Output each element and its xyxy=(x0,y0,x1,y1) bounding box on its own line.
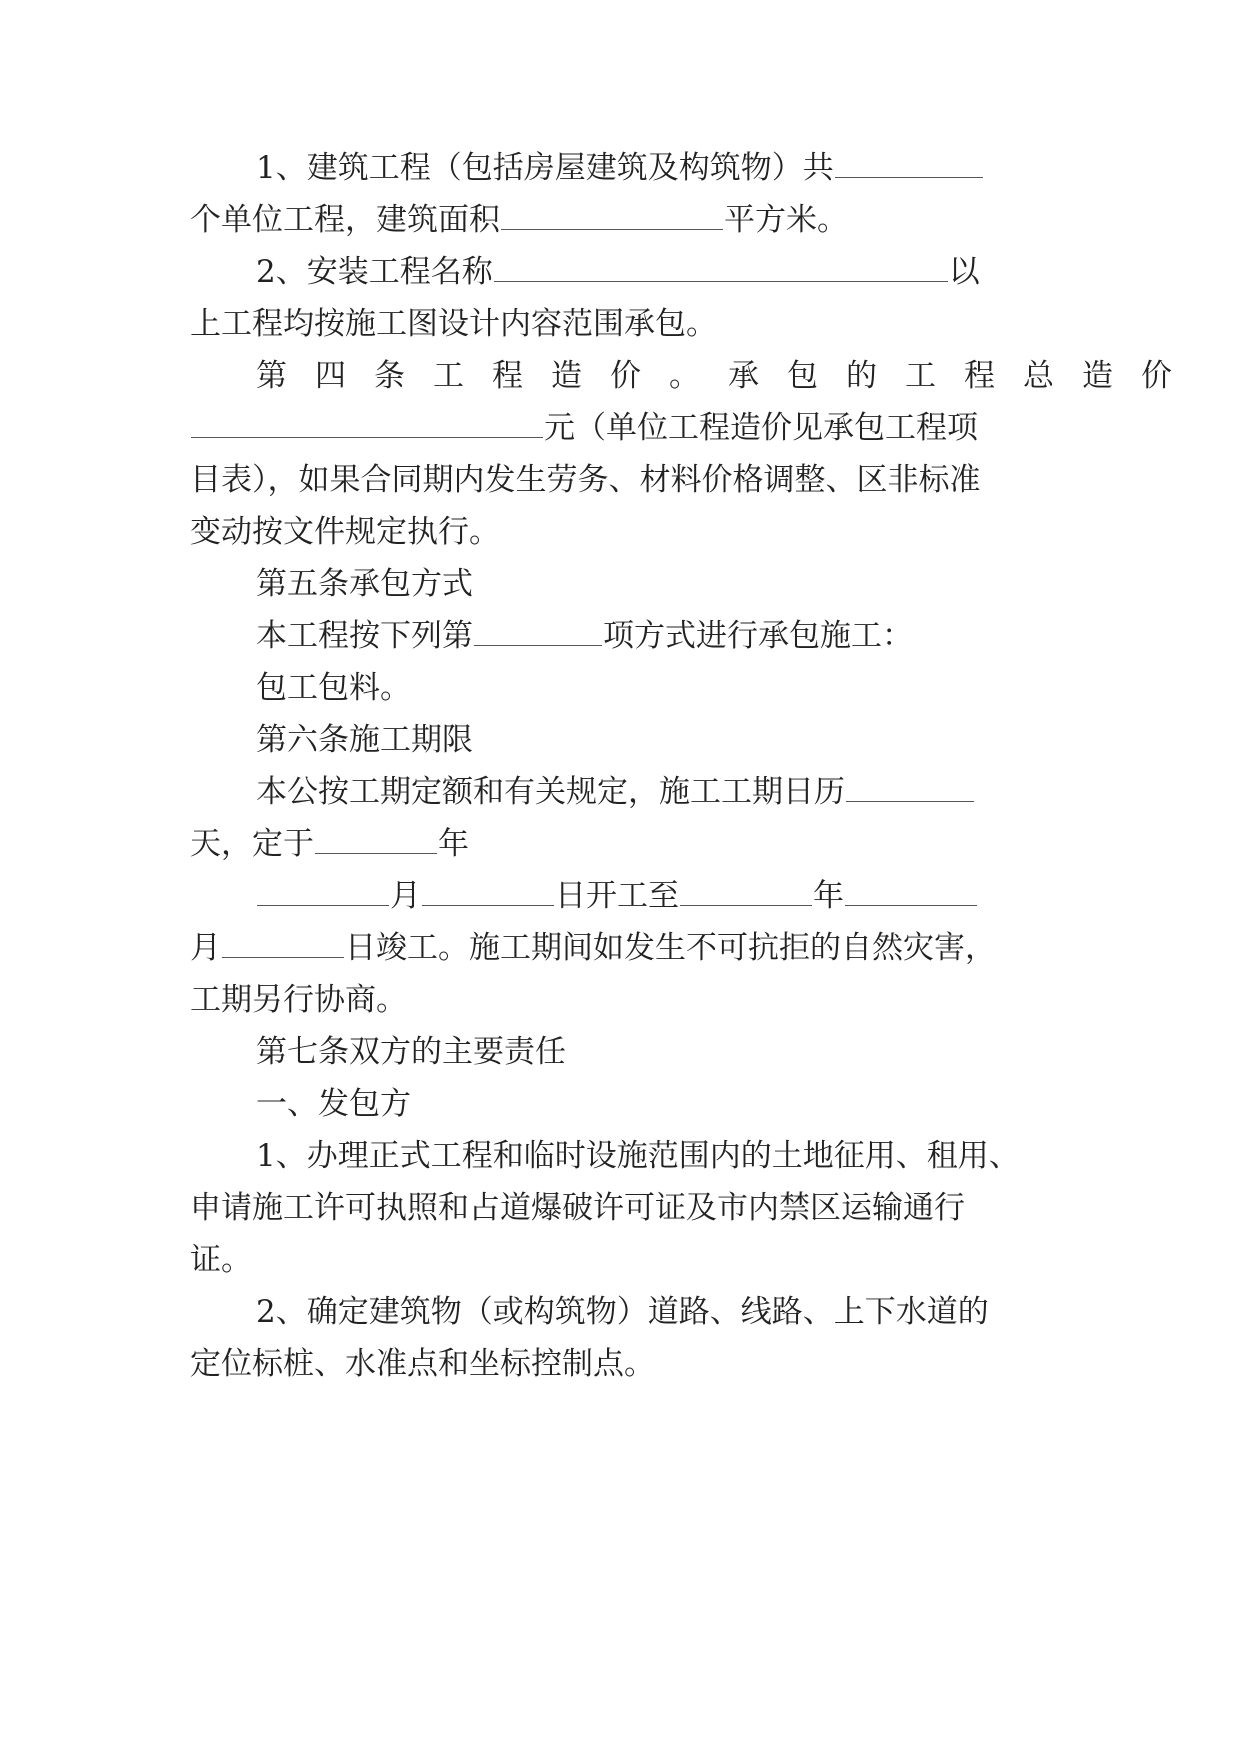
total-cost-blank[interactable] xyxy=(191,407,543,438)
line-duty-1c xyxy=(190,1238,252,1282)
area-unit: 平方米。 xyxy=(724,202,848,238)
line-duty-1a xyxy=(256,1134,1020,1178)
negotiate-text: 工期另行协商。 xyxy=(190,982,407,1018)
start-day-label: 日开工至 xyxy=(555,878,679,914)
start-year-blank[interactable] xyxy=(315,823,437,854)
line-article-5 xyxy=(256,562,473,606)
installation-name-blank[interactable] xyxy=(494,251,948,282)
line-building-works xyxy=(256,146,984,190)
end-year-label: 年 xyxy=(813,878,844,914)
line-total-cost xyxy=(190,406,978,450)
duty-1-text-b: 申请施工许可执照和占道爆破许可证及市内禁区运输通行 xyxy=(190,1190,965,1226)
line-duty-1b xyxy=(190,1186,965,1230)
method-label: 本工程按下列第 xyxy=(256,618,473,654)
line-cost-adjust xyxy=(190,458,981,502)
year-label: 年 xyxy=(438,826,469,862)
line-article-4 xyxy=(256,354,1200,398)
completion-text: 日竣工。施工期间如发生不可抗拒的自然灾害， xyxy=(345,930,996,966)
end-month-label: 月 xyxy=(190,930,221,966)
line-completion xyxy=(190,926,996,970)
line-installation-works xyxy=(256,250,980,294)
line-article-7 xyxy=(256,1030,566,1074)
installation-label: 2、安装工程名称 xyxy=(256,254,493,290)
line-start-end-date xyxy=(256,874,978,918)
line-contract-method xyxy=(256,614,913,658)
method-number-blank[interactable] xyxy=(474,615,602,646)
cost-unit-text: 元（单位工程造价见承包工程项 xyxy=(544,410,978,446)
duration-label: 本公按工期定额和有关规定，施工工期日历 xyxy=(256,774,845,810)
unit-count-blank[interactable] xyxy=(835,147,983,178)
line-employer xyxy=(256,1082,411,1126)
method-tail: 项方式进行承包施工： xyxy=(603,618,913,654)
start-month-blank[interactable] xyxy=(257,875,389,906)
article-5-heading: 第五条承包方式 xyxy=(256,566,473,602)
end-day-blank[interactable] xyxy=(222,927,344,958)
duration-days-blank[interactable] xyxy=(846,771,974,802)
days-set-label: 天，定于 xyxy=(190,826,314,862)
article-7-heading: 第七条双方的主要责任 xyxy=(256,1034,566,1070)
start-day-blank[interactable] xyxy=(422,875,554,906)
line-labor-material xyxy=(256,666,411,710)
line-duty-2b xyxy=(190,1342,655,1386)
duty-2-text-a: 2、确定建筑物（或构筑物）道路、线路、上下水道的 xyxy=(256,1294,989,1330)
end-month-blank[interactable] xyxy=(845,875,977,906)
line-negotiate xyxy=(190,978,407,1022)
end-year-blank[interactable] xyxy=(680,875,812,906)
scope-text: 上工程均按施工图设计内容范围承包。 xyxy=(190,306,717,342)
unit-area-label: 个单位工程，建筑面积 xyxy=(190,202,500,238)
article-6-heading: 第六条施工期限 xyxy=(256,722,473,758)
duty-2-text-b: 定位标桩、水准点和坐标控制点。 xyxy=(190,1346,655,1382)
cost-adjust-text: 目表），如果合同期内发生劳务、材料价格调整、区非标准 xyxy=(190,462,981,498)
line-article-6 xyxy=(256,718,473,762)
line-scope xyxy=(190,302,717,346)
line-cost-exec xyxy=(190,510,500,554)
line-duration xyxy=(256,770,975,814)
line-start-year xyxy=(190,822,469,866)
line-duty-2a xyxy=(256,1290,989,1334)
month-label: 月 xyxy=(390,878,421,914)
building-works-label: 1、建筑工程（包括房屋建筑及构筑物）共 xyxy=(256,150,834,186)
duty-1-text-a: 1、办理正式工程和临时设施范围内的土地征用、租用、 xyxy=(256,1138,1020,1174)
installation-tail: 以 xyxy=(948,254,980,290)
duty-1-text-c: 证。 xyxy=(190,1242,252,1278)
labor-material-text: 包工包料。 xyxy=(256,670,411,706)
article-4-heading: 第四条工程造价。承包的工程总造价 xyxy=(256,358,1200,394)
area-blank[interactable] xyxy=(501,199,723,230)
line-building-area xyxy=(190,198,848,242)
employer-heading: 一、发包方 xyxy=(256,1086,411,1122)
cost-exec-text: 变动按文件规定执行。 xyxy=(190,514,500,550)
